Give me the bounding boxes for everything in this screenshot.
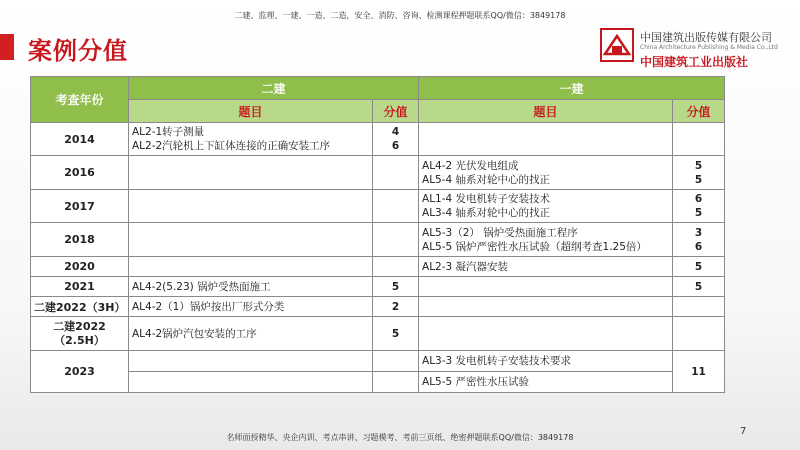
- yijian-topic-cell: [419, 223, 673, 257]
- topic-text: AL4-2锅炉汽包安装的工序: [132, 327, 257, 340]
- year-cell: 2014: [31, 123, 129, 156]
- yijian-score-cell: [673, 123, 725, 156]
- yijian-group-header: 一建: [419, 77, 725, 100]
- score-text: 5: [694, 173, 703, 186]
- year-text: （2.5H）: [54, 333, 105, 347]
- yijian-topic-cell: [419, 351, 673, 372]
- erjian-topic-cell: [129, 257, 373, 277]
- table-row: [31, 123, 725, 156]
- table-row: [31, 156, 725, 190]
- yijian-score-cell: [673, 156, 725, 190]
- year-cell: 2023: [31, 351, 129, 393]
- erjian-topic-header: 题目: [129, 100, 373, 123]
- yijian-topic-cell: [419, 317, 673, 351]
- erjian-group-header: 二建: [129, 77, 419, 100]
- erjian-topic-cell: [129, 190, 373, 223]
- erjian-score-cell: 5: [373, 277, 419, 297]
- yijian-topic-cell: [419, 257, 673, 277]
- table-row: [31, 297, 725, 317]
- logo-english-name: China Architecture Publishing & Media Co.,Ltd: [640, 44, 778, 51]
- score-text: 5: [694, 159, 703, 172]
- erjian-topic-cell: [129, 156, 373, 190]
- year-column-header: 考查年份: [31, 77, 129, 123]
- score-text: 6: [694, 193, 703, 205]
- erjian-score-cell: [373, 190, 419, 223]
- erjian-score-cell: [373, 123, 419, 156]
- yijian-score-cell: [673, 297, 725, 317]
- yijian-score-cell: 5: [673, 277, 725, 297]
- table-row: [31, 372, 725, 393]
- yijian-score-cell: [673, 190, 725, 223]
- score-table: [30, 76, 725, 393]
- score-text: 5: [694, 207, 703, 219]
- yijian-score-header: 分值: [673, 100, 725, 123]
- yijian-topic-cell: [419, 123, 673, 156]
- score-text: 3: [694, 226, 703, 239]
- page-number: 7: [740, 426, 747, 437]
- erjian-topic-cell: [129, 317, 373, 351]
- score-text: 6: [391, 140, 400, 152]
- erjian-score-cell: [373, 257, 419, 277]
- topic-text: AL4-2(5.23) 锅炉受热面施工: [132, 280, 271, 293]
- page-title: 案例分值: [28, 37, 128, 65]
- year-cell: 二建2022（3H）: [31, 297, 129, 317]
- header-contact-note: 二建、监理、一建、一造、二造，安全、消防、咨询、检测课程押题联系QQ/微信：3849178: [234, 11, 566, 20]
- year-cell: 2020: [31, 257, 129, 277]
- topic-text: AL3-4 轴系对轮中心的找正: [422, 207, 551, 219]
- logo-company-name: 中国建筑出版传媒有限公司: [640, 31, 772, 44]
- score-table-container: [30, 76, 724, 393]
- yijian-score-cell: [673, 223, 725, 257]
- topic-text: AL4-2 光伏发电组成: [422, 159, 519, 172]
- yijian-score-cell: 11: [673, 351, 725, 393]
- topic-text: AL5-5 锅炉严密性水压试验（超纲考查1.25倍）: [422, 240, 647, 253]
- erjian-score-cell: [373, 351, 419, 372]
- erjian-score-cell: [373, 223, 419, 257]
- topic-text: AL4-2（1）锅炉按出厂形式分类: [132, 300, 285, 313]
- publisher-emblem-icon: [600, 28, 634, 62]
- logo-press-name: 中国建筑工业出版社: [640, 55, 749, 69]
- yijian-score-cell: 5: [673, 257, 725, 277]
- erjian-topic-cell: [129, 277, 373, 297]
- topic-text: AL2-2汽轮机上下缸体连接的正确安装工序: [132, 140, 331, 152]
- yijian-topic-cell: [419, 297, 673, 317]
- year-cell: 2016: [31, 156, 129, 190]
- year-cell: 2017: [31, 190, 129, 223]
- topic-text: AL2-1转子测量: [132, 126, 205, 138]
- year-text: 二建2022: [53, 319, 106, 333]
- topic-text: AL3-3 发电机转子安装技术要求: [422, 355, 572, 367]
- topic-text: AL5-5 严密性水压试验: [422, 376, 530, 388]
- erjian-score-cell: [373, 156, 419, 190]
- table-row: [31, 351, 725, 372]
- table-row: [31, 277, 725, 297]
- yijian-topic-cell: [419, 372, 673, 393]
- year-cell: [31, 317, 129, 351]
- erjian-score-header: 分值: [373, 100, 419, 123]
- table-row: [31, 317, 725, 351]
- erjian-topic-cell: [129, 372, 373, 393]
- score-text: 6: [694, 240, 703, 253]
- erjian-topic-cell: [129, 297, 373, 317]
- title-accent-bar: [0, 34, 14, 60]
- yijian-topic-cell: [419, 190, 673, 223]
- table-row: [31, 223, 725, 257]
- yijian-topic-cell: [419, 156, 673, 190]
- yijian-score-cell: [673, 317, 725, 351]
- erjian-topic-cell: [129, 351, 373, 372]
- erjian-score-cell: 5: [373, 317, 419, 351]
- publisher-logo: [600, 26, 790, 74]
- topic-text: AL1-4 发电机转子安装技术: [422, 193, 551, 205]
- topic-text: AL5-4 轴系对轮中心的找正: [422, 173, 551, 186]
- table-row: [31, 190, 725, 223]
- yijian-topic-header: 题目: [419, 100, 673, 123]
- yijian-topic-cell: [419, 277, 673, 297]
- footer-contact-note: 名师面授精华、央企内训、考点串讲、习题模考、考前三页纸、绝密押题联系QQ/微信：3849178: [226, 433, 574, 442]
- table-row: [31, 257, 725, 277]
- score-text: 4: [391, 126, 400, 138]
- year-cell: 2021: [31, 277, 129, 297]
- erjian-score-cell: [373, 372, 419, 393]
- erjian-topic-cell: [129, 223, 373, 257]
- topic-text: AL2-3 凝汽器安装: [422, 260, 509, 273]
- topic-text: AL5-3（2） 锅炉受热面施工程序: [422, 226, 578, 239]
- year-cell: 2018: [31, 223, 129, 257]
- erjian-topic-cell: [129, 123, 373, 156]
- erjian-score-cell: 2: [373, 297, 419, 317]
